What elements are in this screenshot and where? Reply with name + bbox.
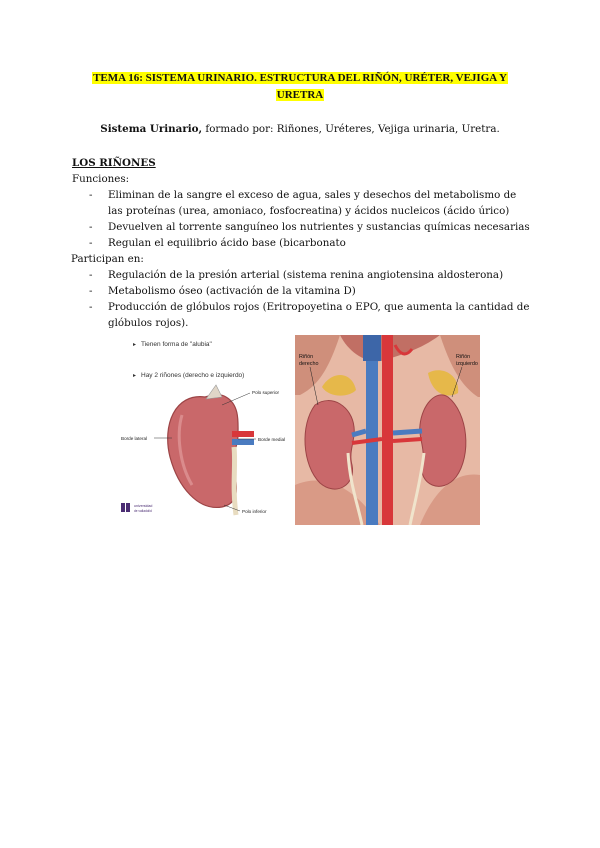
logo-text-2: de valladolid bbox=[134, 509, 152, 513]
functions-list bbox=[72, 187, 532, 251]
title-line-1: TEMA 16: SISTEMA URINARIO. ESTRUCTURA DEL RIÑÓN, URÉTER, VEJIGA Y bbox=[93, 72, 507, 84]
label-borde-lateral: Borde lateral bbox=[121, 436, 148, 441]
title-line-2: URETRA bbox=[276, 89, 324, 101]
list-item: - Producción de glóbulos rojos (Eritropoyetina o EPO, que aumenta la cantidad de glóbulos rojos). bbox=[72, 299, 532, 331]
logo-text-1: universidad bbox=[134, 504, 153, 508]
vena-cava bbox=[366, 335, 378, 525]
list-item: - Metabolismo óseo (activación de la vitamina D) bbox=[72, 283, 532, 299]
intro-rest: formado por: Riñones, Uréteres, Vejiga urinaria, Uretra. bbox=[202, 123, 500, 135]
list-item: - Regulan el equilibrio ácido base (bicarbonato bbox=[72, 235, 532, 251]
participate-list bbox=[72, 267, 532, 331]
slide-bullet-2: Hay 2 riñones (derecho e izquierdo) bbox=[141, 372, 245, 379]
slide-bullet-1: Tienen forma de "alubia" bbox=[141, 341, 212, 348]
label-borde-medial: Borde medial bbox=[258, 437, 286, 442]
list-item: - Devuelven al torrente sanguíneo los nutrientes y sustancias químicas necesarias bbox=[72, 219, 532, 235]
slide-bullet-1-marker: ▸ bbox=[133, 342, 137, 348]
label-rinon-izquierdo-1: Riñón bbox=[456, 354, 471, 360]
label-rinon-izquierdo-2: izquierdo bbox=[456, 361, 478, 367]
slide-bullet-2-marker: ▸ bbox=[133, 373, 137, 379]
aorta bbox=[382, 335, 393, 525]
list-item: - Regulación de la presión arterial (sistema renina angiotensina aldosterona) bbox=[72, 267, 532, 283]
participate-label: Participan en: bbox=[71, 253, 144, 265]
label-rinon-derecho-2: derecho bbox=[299, 361, 319, 367]
document-title bbox=[60, 70, 540, 104]
anatomy-illustration bbox=[0, 335, 600, 525]
label-polo-superior: Polo superior bbox=[252, 390, 280, 395]
label-polo-inferior: Polo inferior bbox=[242, 509, 267, 514]
list-item: - Eliminan de la sangre el exceso de agua, sales y desechos del metabolismo de las proteínas (urea, amoniaco, fosfocreatina) y ácidos nucleicos (ácido úrico) bbox=[72, 187, 532, 219]
functions-label: Funciones: bbox=[72, 173, 130, 185]
section-rinones bbox=[72, 155, 532, 331]
label-rinon-derecho-1: Riñón bbox=[299, 354, 314, 360]
section-heading: LOS RIÑONES bbox=[72, 157, 156, 169]
intro-bold: Sistema Urinario, bbox=[100, 123, 203, 135]
intro-paragraph bbox=[60, 123, 540, 135]
figures-row bbox=[0, 335, 600, 525]
